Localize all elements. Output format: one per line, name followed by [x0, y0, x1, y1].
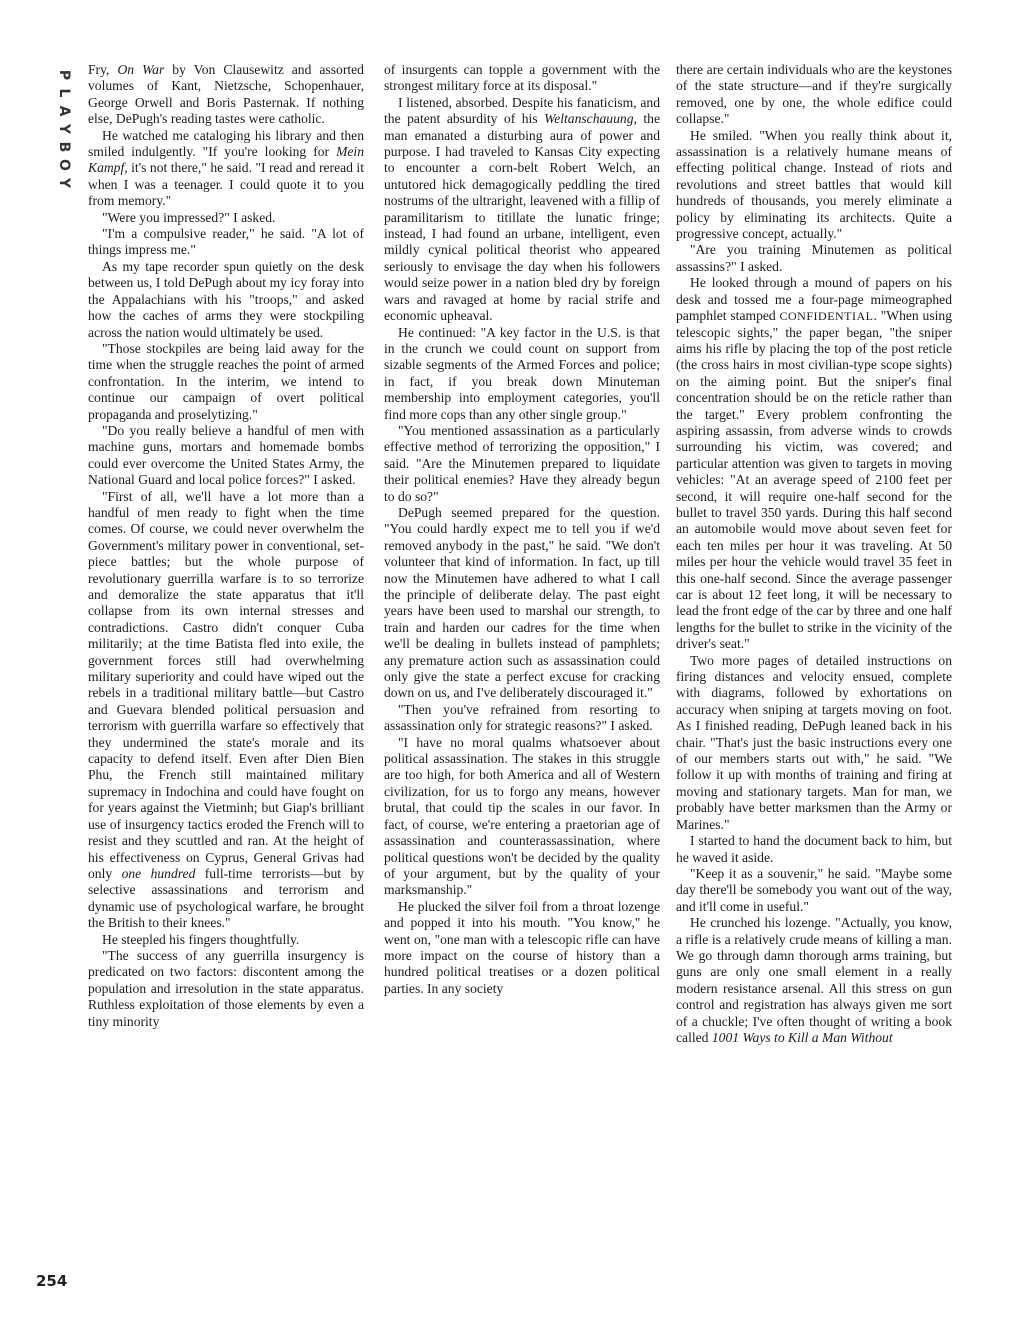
paragraph — [384, 505, 660, 702]
text-run: Fry, — [88, 62, 118, 77]
text-column-2 — [384, 62, 660, 997]
text-run: full-time terrorists—but by selective assassinations and terrorism and dynamic use of psychological warfare, he brought the British to their knees." — [88, 865, 364, 931]
paragraph — [384, 62, 660, 95]
paragraph — [384, 95, 660, 325]
running-head-letter: Y — [56, 177, 72, 189]
text-run: "Were you impressed?" I asked. — [102, 209, 276, 225]
paragraph — [88, 489, 364, 932]
text-column-1 — [88, 62, 364, 1030]
text-run: DePugh seemed prepared for the question. "You could hardly expect me to tell you if we'd removed anybody in the past," he said. "We don't volunteer that kind of information. In fact, up till now the Minutemen have adhered to what I call the principle of deliberate delay. The past eight years have been used to marshal our strength, to train and harden our cadres for the time when we'll be dealing in bullets instead of pamphlets; any premature action such as assassination could only give the state a perfect excuse for cracking down on us, and I've deliberately discouraged it." — [384, 504, 660, 701]
paragraph — [676, 242, 952, 275]
running-head-letter: P — [56, 69, 72, 81]
text-run: He continued: "A key factor in the U.S. is that in the crunch we could count on support from sizable segments of the Armed Forces and police; in fact, if you break down Minuteman membership into employment categories, you'll find more cops than any other single group." — [384, 324, 660, 422]
text-run: He watched me cataloging his library and then smiled indulgently. "If you're looking for — [88, 127, 364, 160]
paragraph — [676, 128, 952, 243]
text-run: "Are you training Minutemen as political assassins?" I asked. — [676, 242, 952, 274]
page-number: 254 — [36, 1272, 68, 1290]
paragraph — [384, 423, 660, 505]
text-run: "I'm a compulsive reader," he said. "A lot of things impress me." — [88, 226, 364, 258]
paragraph — [676, 275, 952, 652]
text-run: the man emanated a disturbing aura of power and purpose. I had traveled to Kansas City expecting to encounter a corn-belt Robert Welch, an untutored hick demagogically peddling the tired nostrums of the ultraright, leavened with a fillip of paramilitarism to titillate the lunatic fringe; instead, I had found an urbane, intelligent, even mildly cynical political theorist who appeared seriously to envisage the day when his followers would seize power in a nation bled dry by foreign wars and ravaged at home by racial strife and economic upheaval. — [384, 111, 661, 324]
text-run: Two more pages of detailed instructions on firing distances and velocity ensued, complete with diagrams, followed by exhortations on accuracy when sniping at targets moving on foot. As I finished reading, DePugh leaned back in his chair. "That's just the basic instructions every one of our members starts out with," he said. "We follow it up with months of training and firing at moving and stationary targets. Man for man, we probably have better marksmen than the Army or Marines." — [676, 652, 952, 832]
text-run: "First of all, we'll have a lot more than a handful of men ready to fight when the time comes. Of course, we could never overwhelm the Government's military power in conventional, set-piece battles; but the whole purpose of revolutionary guerrilla warfare is to so terrorize and demoralize the state apparatus that it'll collapse from its own internal stresses and contradictions. Castro didn't conquer Cuba militarily; at the time Batista fled into exile, the government forces still had overwhelming military superiority and could have wiped out the rebels in a traditional military battle—but Castro and Guevara blended political persuasion and terrorism with guerrilla warfare so effectively that they undermined the state's morale and its capacity to defend itself. Even after Dien Bien Phu, the French still maintained military supremacy in Indochina and could have fought on for years against the Vietminh; but Giap's brilliant use of insurgency tactics eroded the French will to resist and they scuttled and ran. At the height of his effectiveness on Cyprus, General Grivas had only — [88, 488, 364, 881]
text-run: I listened, absorbed. Despite his fanaticism, and the patent absurdity of his — [384, 94, 660, 127]
paragraph — [88, 62, 364, 128]
paragraph — [676, 62, 952, 128]
text-run: it's not there," he said. "I read and reread it when I was a teenager. I could quote it to you from memory." — [88, 160, 364, 209]
text-run: He steepled his fingers thoughtfully. — [102, 931, 300, 947]
italic-text: Weltanschauung, — [544, 111, 637, 127]
text-run: He smiled. "When you really think about it, assassination is a relatively humane means of effecting political change. Instead of riots and revolutions and street battles that would kill hundreds of thousands, you merely eliminate a policy by eliminating its architects. Quite a progressive concept, actually." — [676, 127, 952, 242]
italic-text: one hundred — [121, 865, 196, 881]
paragraph — [384, 702, 660, 735]
text-run: "Those stockpiles are being laid away for the time when the struggle reaches the point of armed confrontation. In the interim, we intend to continue our campaign of overt political propaganda and proselytizing." — [88, 340, 364, 422]
text-column-3 — [676, 62, 952, 1046]
running-head-letter: A — [56, 105, 72, 117]
paragraph — [88, 210, 364, 226]
text-run: . "When using telescopic sights," the paper began, "the sniper aims his rifle by placing the top of the post reticle (the cross hairs in most civilian-type scope sights) on the aiming point. But the sniper's final concentration should be on the reticle rather than the target." Every problem confronting the aspiring assassin, from adverse winds to crowds surrounding his victim, was covered; and particular attention was given to targets in moving vehicles: "At an average speed of 2100 feet per second, it will require one-half second for the bullet to travel 350 yards. During this half second an automobile would move about seven feet for each ten miles per hour it was traveling. At 50 miles per hour the vehicle would travel 35 feet in this one-half second. Since the average passenger car is about 12 feet long, it will be necessary to lead the front edge of the car by three and one half lengths for the bullet to strike in the vicinity of the driver's seat." — [676, 308, 952, 652]
text-run: I started to hand the document back to him, but he waved it aside. — [676, 833, 952, 865]
paragraph — [88, 932, 364, 948]
paragraph — [384, 735, 660, 899]
paragraph — [676, 833, 952, 866]
italic-text: 1001 Ways to Kill a Man Without — [711, 1029, 893, 1045]
text-run: "The success of any guerrilla insurgency is predicated on two factors: discontent among the population and irresolution in the state apparatus. Ruthless exploitation of those elements by even a tiny minority — [88, 947, 364, 1029]
text-run: He looked through a mound of papers on his desk and tossed me a four-page mimeographed pamphlet stamped — [676, 275, 952, 324]
paragraph — [88, 948, 364, 1030]
text-run: by Von Clausewitz and assorted volumes of Kant, Nietzsche, Schopenhauer, George Orwell and Boris Pasternak. If nothing else, DePugh's reading tastes were catholic. — [88, 62, 364, 127]
paragraph — [88, 226, 364, 259]
running-head — [54, 66, 74, 192]
paragraph — [88, 128, 364, 210]
paragraph — [88, 259, 364, 341]
running-head-letter: B — [56, 141, 72, 153]
text-run: there are certain individuals who are the keystones of the state structure—and if they're surgically removed, one by one, the whole edifice could collapse." — [676, 62, 952, 127]
running-head-letter: O — [56, 159, 72, 171]
paragraph — [384, 899, 660, 997]
text-run: "I have no moral qualms whatsoever about political assassination. The stakes in this struggle are too high, for both America and all of Western civilization, for us to forgo any means, however brutal, that could tip the scales in our favor. In fact, of course, we're entering a praetorian age of assassination and counterassassination, where political questions won't be decided by the quality of your argument, but by the quality of your marksmanship." — [384, 734, 660, 898]
paragraph — [88, 423, 364, 489]
text-run: "Do you really believe a handful of men with machine guns, mortars and homemade bombs could ever overcome the United States Army, the National Guard and local police forces?" I asked. — [88, 422, 364, 488]
running-head-letter: L — [56, 88, 72, 98]
small-caps-text: CONFIDENTIAL — [779, 309, 874, 324]
text-run: "Then you've refrained from resorting to assassination only for strategic reasons?" I asked. — [384, 701, 660, 734]
text-run: "You mentioned assassination as a particularly effective method of terrorizing the opposition," I said. "Are the Minutemen prepared to liquidate their political enemies? Have they already begun to do so?" — [384, 422, 660, 504]
paragraph — [384, 325, 660, 423]
text-run: As my tape recorder spun quietly on the desk between us, I told DePugh about my icy foray into the Appalachians with his "troops," and asked how the caches of arms they were stockpiling across the nation would ultimately be used. — [88, 258, 364, 340]
text-run: "Keep it as a souvenir," he said. "Maybe some day there'll be somebody you want out of the way, and it'll come in useful." — [676, 865, 952, 914]
text-run: He plucked the silver foil from a throat lozenge and popped it into his mouth. "You know," he went on, "one man with a telescopic rifle can have more impact on the course of history than a hundred political treatises or a dozen political parties. In any society — [384, 898, 660, 996]
text-run: of insurgents can topple a government with the strongest military force at its disposal." — [384, 62, 660, 94]
paragraph — [676, 653, 952, 833]
paragraph — [676, 915, 952, 1046]
text-run: He crunched his lozenge. "Actually, you know, a rifle is a relatively crude means of killing a man. We go through damn thorough arms training, but guns are only one small element in a really modern resistance arsenal. All this stress on gun control and registration has always given me sort of a chuckle; I've often thought of writing a book called — [676, 915, 952, 1045]
italic-text: Mein Kampf, — [88, 144, 364, 176]
paragraph — [676, 866, 952, 915]
running-head-letter: Y — [56, 123, 72, 135]
paragraph — [88, 341, 364, 423]
italic-text: On War — [117, 62, 165, 77]
